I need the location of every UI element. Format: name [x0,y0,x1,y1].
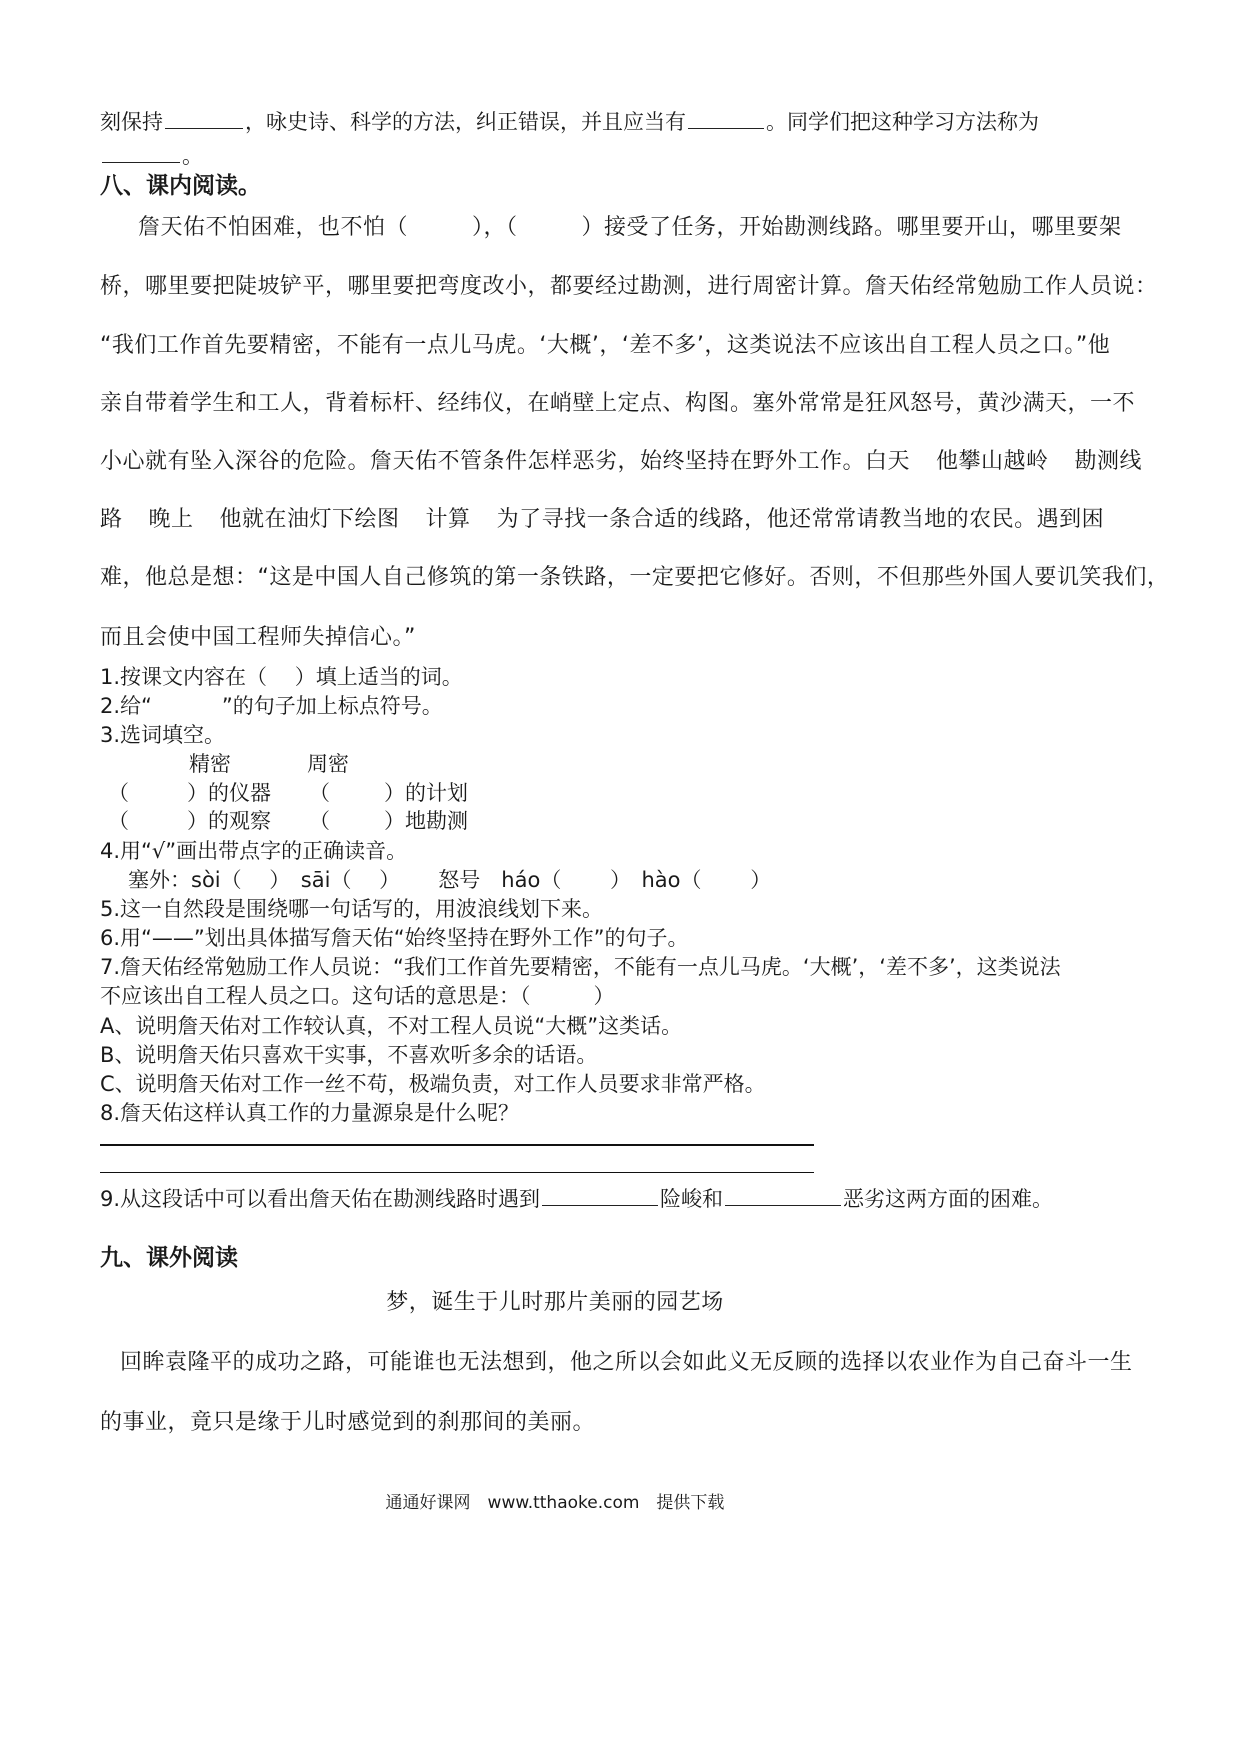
passage-text: ）接受了任务，开始勘测线路。哪里要开山，哪里要架 [581,215,1122,240]
fill-blank[interactable] [688,127,764,129]
question-text: ）的仪器 [187,781,271,805]
question-3: 3.选词填空。 [100,723,226,747]
question-4: 4.用“√”画出带点字的正确读音。 [100,839,408,863]
question-text: ）的观察 [187,809,271,833]
question-7-line-2: 不应该出自工程人员之口。这句话的意思是：（ ） [100,984,615,1008]
intro-text-a: 刻保持 [100,110,163,134]
fill-blank[interactable] [102,161,180,163]
question-4-options: 塞外：sòi（ ） sāi（ ） 怒号 háo（ ） hào（ ） [128,868,772,892]
answer-line-2[interactable] [100,1172,814,1173]
paren: （ [309,781,330,805]
question-5: 5.这一自然段是围绕哪一句话写的，用波浪线划下来。 [100,897,604,921]
passage-line-6 [100,502,1104,533]
passage-text: 他就在油灯下绘图 [219,507,400,532]
passage-line-2: 桥，哪里要把陡坡铲平，哪里要把弯度改小，都要经过勘测，进行周密计算。詹天佑经常勉励工作人员说： [100,274,1158,299]
question-9 [100,1183,1053,1213]
intro-text-b: ，咏史诗、科学的方法，纠正错误，并且应当有 [245,110,686,134]
passage-line-4: 亲自带着学生和工人，背着标杆、经纬仪，在峭壁上定点、构图。塞外常常是狂风怒号，黄沙满天，一不 [100,391,1136,416]
article-line-1: 回眸袁隆平的成功之路，可能谁也无法想到，他之所以会如此义无反顾的选择以农业作为自己奋斗一生 [120,1350,1133,1375]
question-text: ）的计划 [384,781,468,805]
passage-text: 为了寻找一条合适的线路，他还常常请教当地的农民。遇到困 [496,507,1105,532]
passage-text: 勘测线 [1074,449,1143,474]
option-b[interactable]: B、说明詹天佑只喜欢干实事，不喜欢听多余的话语。 [100,1043,598,1067]
question-7-line-1: 7.詹天佑经常勉励工作人员说：“我们工作首先要精密，不能有一点儿马虎。‘大概’，‘差不多’，这类说法 [100,955,1061,979]
passage-text: 他攀山越岭 [936,449,1049,474]
passage-line-3: “我们工作首先要精密，不能有一点儿马虎。‘大概’，‘差不多’，这类说法不应该出自工程人员之口。”他 [100,333,1111,358]
question-text: 9.从这段话中可以看出詹天佑在勘测线路时遇到 [100,1187,541,1211]
question-text: 恶劣这两方面的困难。 [843,1187,1054,1211]
fill-row-1 [108,777,468,807]
fill-blank[interactable] [725,1204,841,1206]
article-title: 梦，诞生于儿时那片美丽的园艺场 [386,1290,724,1315]
passage-text: 小心就有坠入深谷的危险。詹天佑不管条件怎样恶劣，始终坚持在野外工作。白天 [100,449,911,474]
word-choice-2: 周密 [307,752,349,776]
paren: （ [309,809,330,833]
page-footer: 通通好课网 www.tthaoke.com 提供下载 [385,1493,725,1513]
question-text: ）地勘测 [384,809,468,833]
question-text: 2.给“ [100,694,152,718]
passage-line-8: 而且会使中国工程师失掉信心。” [100,625,416,650]
question-8: 8.詹天佑这样认真工作的力量源泉是什么呢？ [100,1101,520,1125]
option-c[interactable]: C、说明詹天佑对工作一丝不苟，极端负责，对工作人员要求非常严格。 [100,1072,766,1096]
section-8-title: 八、课内阅读。 [100,173,261,199]
intro-text-end: 。 [182,144,203,168]
passage-text: 路 [100,507,123,532]
question-6: 6.用“——”划出具体描写詹天佑“始终坚持在野外工作”的句子。 [100,926,689,950]
question-1: 1.按课文内容在（ ）填上适当的词。 [100,665,463,689]
word-choice-1: 精密 [189,752,231,776]
question-text: ”的句子加上标点符号。 [221,694,443,718]
article-line-2: 的事业，竟只是缘于儿时感觉到的刹那间的美丽。 [100,1410,596,1435]
passage-line-7: 难，他总是想：“这是中国人自己修筑的第一条铁路，一定要把它修好。否则，不但那些外国人要讥笑我们， [100,565,1170,590]
paren: （ [108,809,129,833]
intro-text-c: 。同学们把这种学习方法称为 [766,110,1039,134]
option-a[interactable]: A、说明詹天佑对工作较认真，不对工程人员说“大概”这类话。 [100,1014,683,1038]
fill-blank[interactable] [165,127,243,129]
fill-row-2 [108,805,468,835]
section-9-title: 九、课外阅读 [100,1245,238,1271]
question-2 [100,690,443,720]
fill-blank[interactable] [542,1204,658,1206]
question-text: 险峻和 [660,1187,724,1211]
passage-text: 计算 [425,507,471,532]
passage-line-5 [100,444,1142,475]
intro-line-2 [100,140,203,170]
passage-line-1 [138,210,1122,241]
passage-text: 詹天佑不怕困难，也不怕（ [138,215,409,240]
intro-line-1 [100,106,1039,136]
answer-line-1[interactable] [100,1144,814,1146]
passage-text: ），（ [472,215,518,240]
passage-text: 晚上 [148,507,194,532]
paren: （ [108,781,129,805]
